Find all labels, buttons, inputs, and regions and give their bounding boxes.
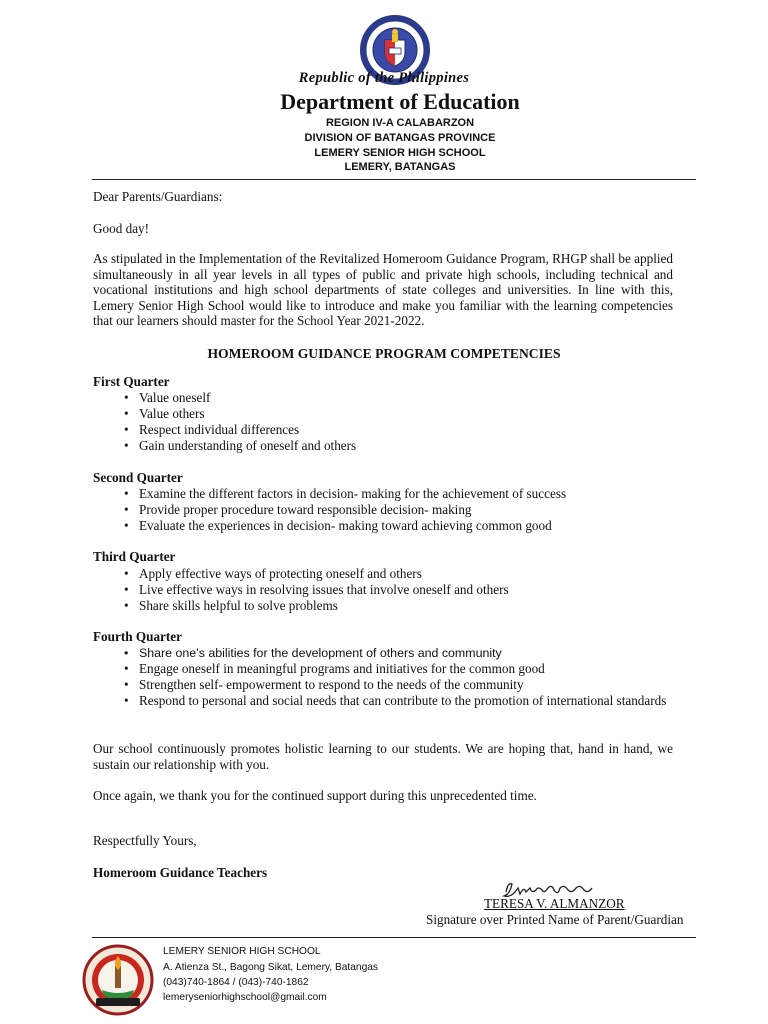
- fourth-quarter-list: [124, 645, 674, 709]
- republic-heading: Republic of the Philippines: [298, 70, 470, 86]
- department-heading: Department of Education: [280, 89, 520, 114]
- footer-school-name: LEMERY SENIOR HIGH SCHOOL: [163, 946, 321, 957]
- third-quarter-list: [124, 566, 674, 614]
- region-line: REGION IV-A CALABARZON: [325, 117, 475, 129]
- footer-email: lemeryseniorhighschool@gmail.com: [163, 992, 327, 1003]
- signatory: Homeroom Guidance Teachers: [93, 865, 268, 880]
- fourth-quarter-heading: Fourth Quarter: [93, 629, 182, 644]
- footer-divider: [92, 937, 696, 938]
- salutation: Dear Parents/Guardians:: [93, 189, 223, 204]
- greeting: Good day!: [93, 221, 150, 236]
- list-item: • Share skills helpful to solve problems: [124, 598, 674, 614]
- list-item: • Respect individual differences: [124, 422, 674, 438]
- header-divider: [92, 179, 696, 180]
- list-item: • Live effective ways in resolving issues that involve oneself and others: [124, 582, 674, 598]
- signature-caption: Signature over Printed Name of Parent/Guardian: [426, 912, 684, 927]
- second-quarter-heading: Second Quarter: [93, 470, 183, 485]
- division-line: DIVISION OF BATANGAS PROVINCE: [304, 132, 496, 144]
- signoff: Respectfully Yours,: [93, 833, 197, 848]
- first-quarter-list: [124, 390, 674, 454]
- thanks-paragraph: Once again, we thank you for the continued support during this unprecedented time.: [93, 788, 537, 803]
- school-logo-icon: [82, 944, 154, 1016]
- list-item: • Value oneself: [124, 390, 674, 406]
- list-item: • Evaluate the experiences in decision- making toward achieving common good: [124, 518, 674, 534]
- list-item: • Provide proper procedure toward responsible decision- making: [124, 502, 674, 518]
- list-item: • Examine the different factors in decision- making for the achievement of success: [124, 486, 674, 502]
- list-item: • Strengthen self- empowerment to respond to the needs of the community: [124, 677, 674, 693]
- third-quarter-heading: Third Quarter: [93, 549, 176, 564]
- location-line: LEMERY, BATANGAS: [344, 161, 456, 173]
- list-item: • Gain understanding of oneself and others: [124, 438, 674, 454]
- footer-address: A. Atienza St., Bagong Sikat, Lemery, Batangas: [163, 962, 379, 973]
- second-quarter-list: [124, 486, 674, 534]
- list-item: • Value others: [124, 406, 674, 422]
- intro-paragraph: As stipulated in the Implementation of the Revitalized Homeroom Guidance Program, RHGP shall be applied simultaneously in all year levels in all types of public and private high schools, including technical and vocational institutions and high school departments of state colleges and universities. In line with this, Lemery Senior High School would like to introduce and make you familiar with the learning competencies that our learners should master for the School Year 2021-2022.: [93, 251, 673, 329]
- list-item: • Apply effective ways of protecting oneself and others: [124, 566, 674, 582]
- school-line: LEMERY SENIOR HIGH SCHOOL: [314, 147, 486, 159]
- first-quarter-heading: First Quarter: [93, 374, 170, 389]
- footer-phone: (043)740-1864 / (043)-740-1862: [163, 977, 309, 988]
- competencies-title: HOMEROOM GUIDANCE PROGRAM COMPETENCIES: [207, 346, 561, 361]
- list-item: • Engage oneself in meaningful programs and initiatives for the common good: [124, 661, 674, 677]
- list-item: • Respond to personal and social needs that can contribute to the promotion of international standards: [124, 693, 674, 709]
- parent-printed-name: TERESA V. ALMANZOR: [484, 896, 625, 911]
- list-item: • Share one’s abilities for the development of others and community: [124, 645, 674, 661]
- closing-paragraph: Our school continuously promotes holistic learning to our students. We are hoping that, hand in hand, we sustain our relationship with you.: [93, 741, 673, 772]
